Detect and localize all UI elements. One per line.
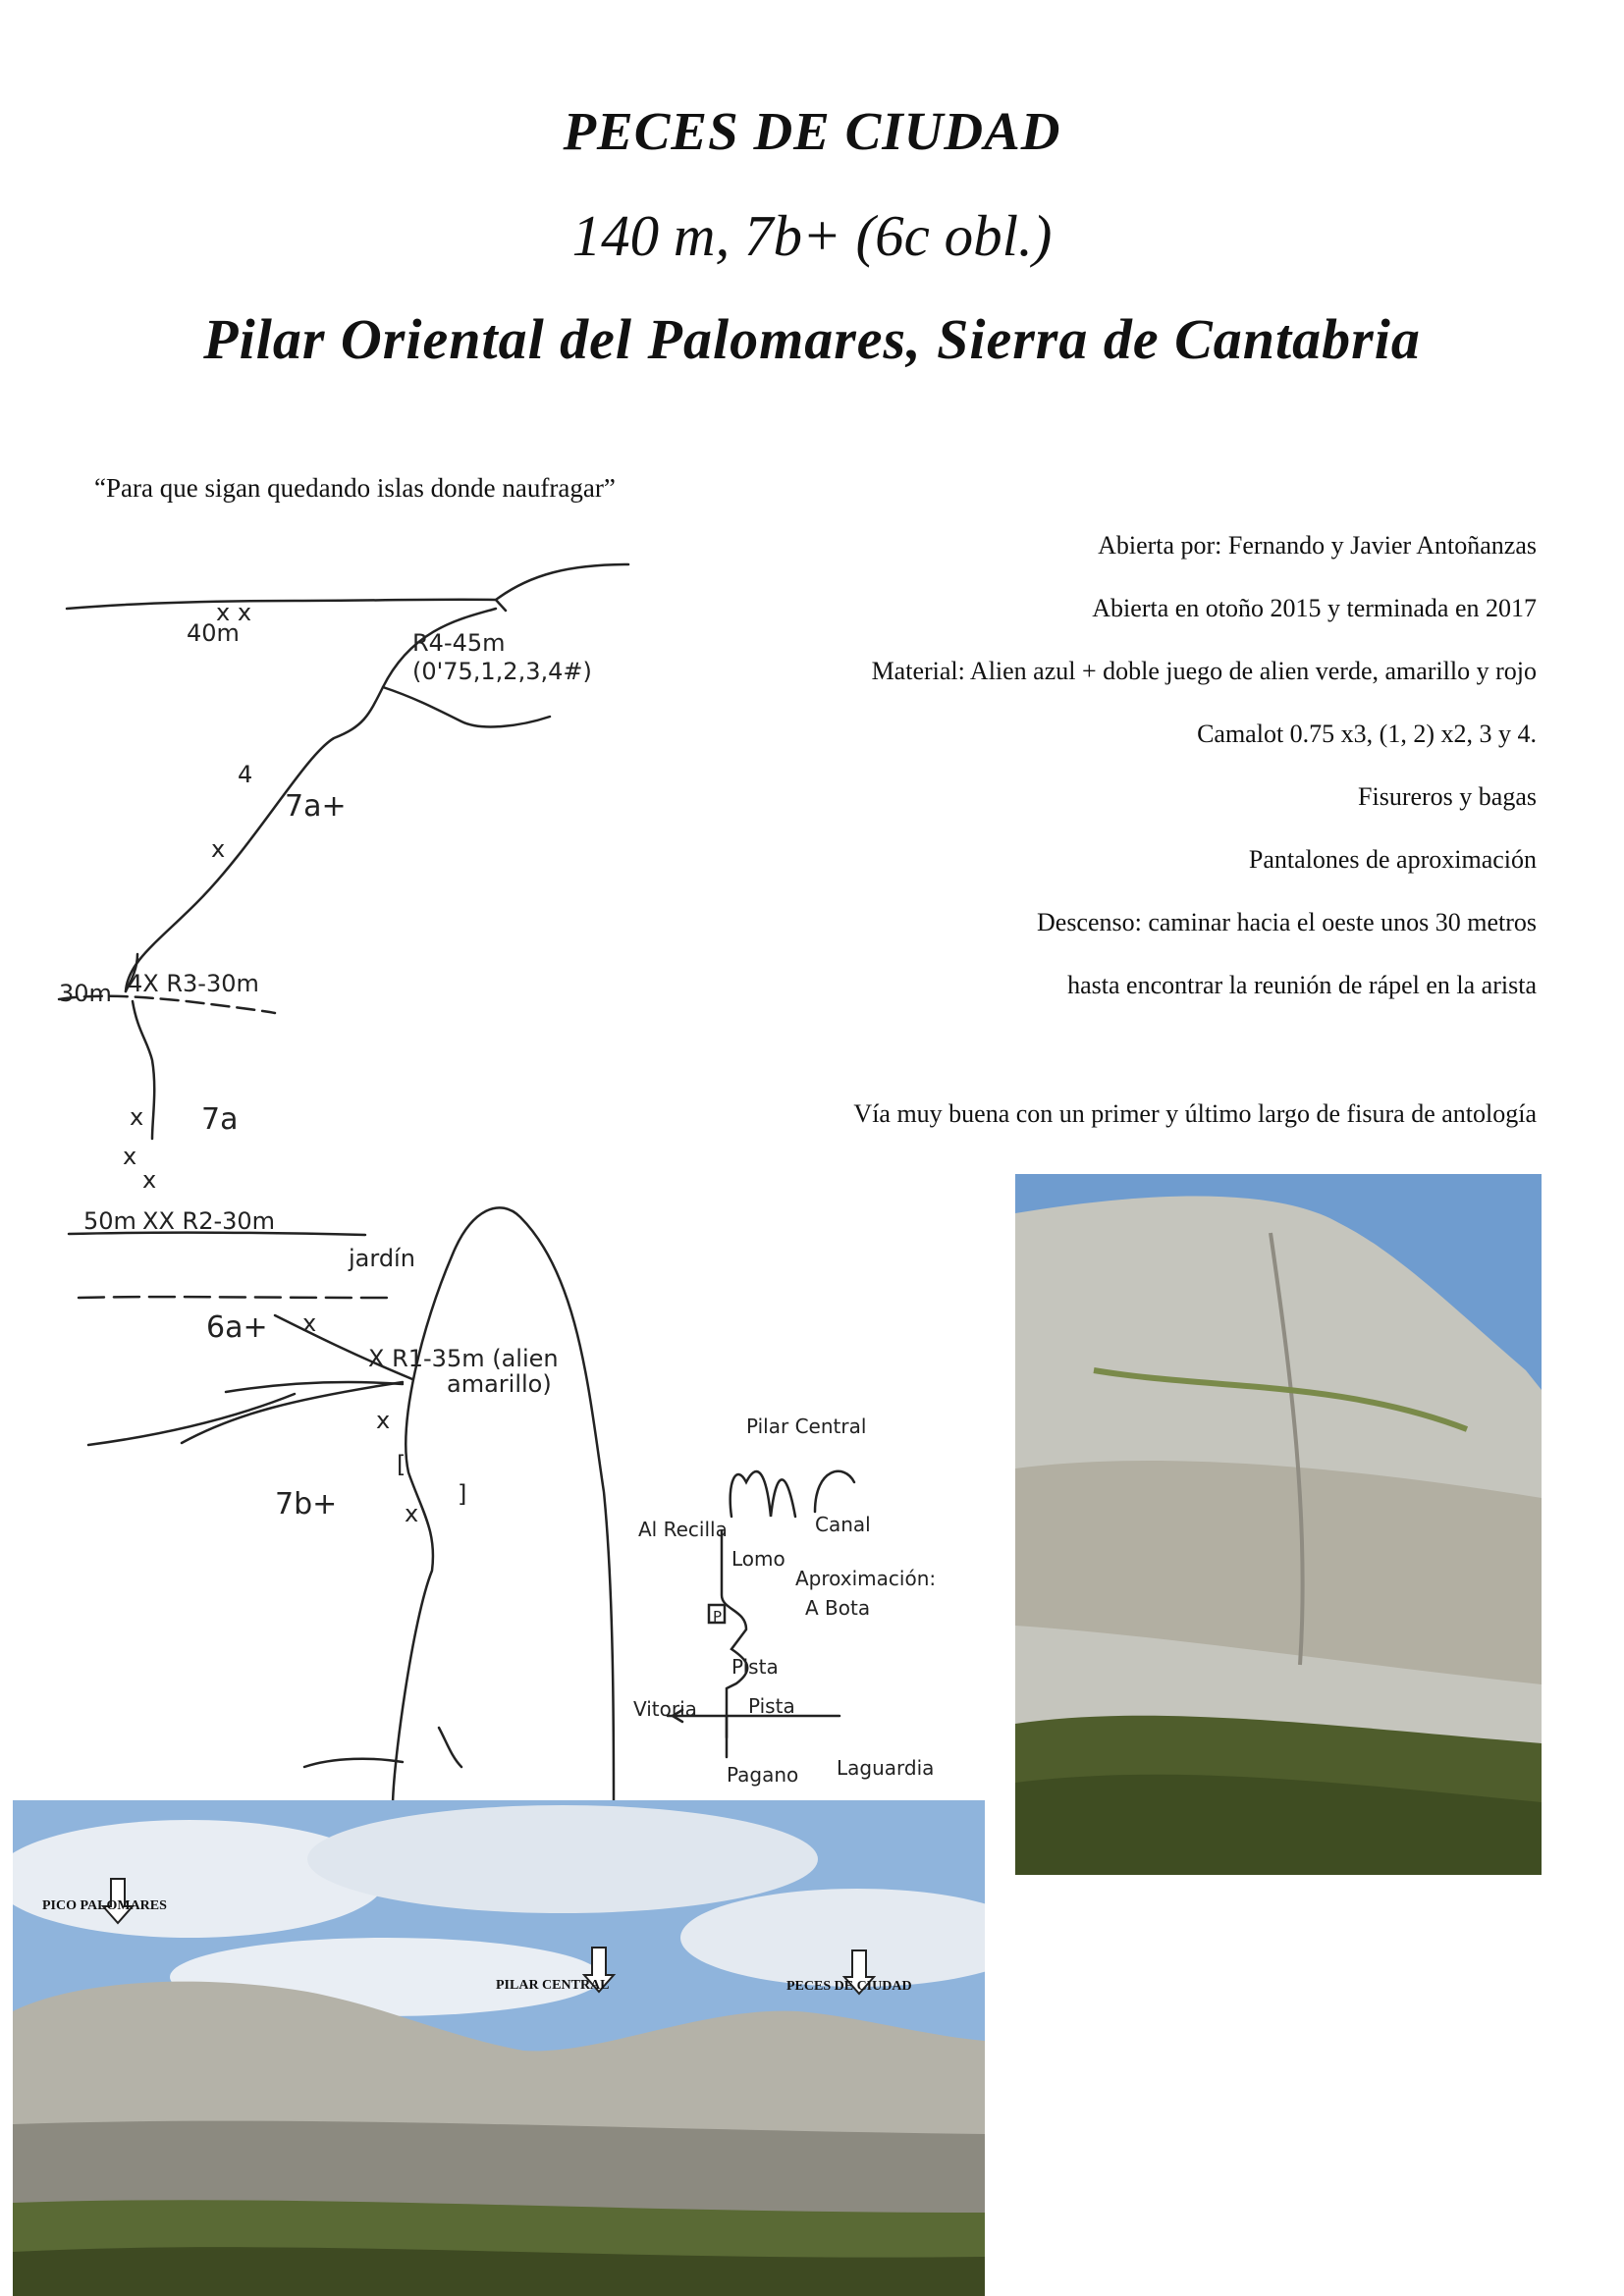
- svg-text:x: x: [405, 1500, 419, 1527]
- label-pilar-central: PILAR CENTRAL: [496, 1978, 610, 1993]
- topo-r1: X R1-35m (alien: [368, 1345, 559, 1372]
- svg-text:4: 4: [238, 761, 253, 788]
- label-pico-palomares: PICO PALOMARES: [42, 1898, 167, 1913]
- route-title: PECES DE CIUDAD: [563, 101, 1061, 161]
- svg-text:x: x: [130, 1103, 144, 1131]
- topo-r3: 4X R3-30m: [128, 970, 259, 997]
- svg-text:x: x: [302, 1309, 317, 1337]
- map-laguardia: Laguardia: [837, 1756, 935, 1780]
- map-canal: Canal: [815, 1513, 871, 1536]
- map-pista-2: Pista: [748, 1694, 795, 1718]
- svg-text:[: [: [397, 1451, 406, 1478]
- topo-jardin: jardín: [349, 1245, 415, 1272]
- topo-pitch-4: 7a+: [285, 789, 347, 824]
- topo-r4-gear: (0'75,1,2,3,4#): [412, 658, 592, 685]
- info-line: Camalot 0.75 x3, (1, 2) x2, 3 y 4.: [1197, 720, 1537, 748]
- svg-text:x: x: [376, 1407, 391, 1434]
- map-vitoria: Vitoria: [633, 1697, 697, 1721]
- info-line: Material: Alien azul + doble juego de alien verde, amarillo y rojo: [871, 657, 1537, 685]
- map-pilar-central: Pilar Central: [746, 1415, 867, 1438]
- svg-text:]: ]: [458, 1480, 467, 1508]
- info-line: Pantalones de aproximación: [1248, 845, 1537, 874]
- route-comment: Vía muy buena con un primer y último largo de fisura de antología: [853, 1099, 1537, 1128]
- map-aproximacion: Aproximación:: [795, 1567, 937, 1590]
- svg-text:x x: x x: [216, 599, 252, 626]
- info-line: Fisureros y bagas: [1358, 782, 1537, 811]
- topo-pitch-2: 6a+: [206, 1310, 268, 1345]
- map-pagano: Pagano: [727, 1763, 799, 1787]
- route-grade: 140 m, 7b+ (6c obl.): [571, 203, 1053, 268]
- dedication-quote: “Para que sigan quedando islas donde naufragar”: [94, 473, 616, 503]
- info-line: Abierta por: Fernando y Javier Antoñanzas: [1098, 531, 1537, 560]
- info-line: hasta encontrar la reunión de rápel en la arista: [1067, 971, 1537, 999]
- topo-50m: 50m: [83, 1207, 136, 1235]
- svg-text:x: x: [211, 835, 226, 863]
- svg-text:x: x: [142, 1166, 157, 1194]
- info-line: Abierta en otoño 2015 y terminada en 2017: [1092, 594, 1537, 622]
- topo-pitch-1: 7b+: [275, 1487, 338, 1522]
- wall-photo: [1015, 1174, 1542, 1875]
- panorama-photo: [13, 1800, 985, 2296]
- topo-30m: 30m: [59, 980, 112, 1007]
- topo-pitch-3: 7a: [201, 1102, 239, 1137]
- map-lomo: Lomo: [731, 1547, 785, 1571]
- map-a-bota: A Bota: [805, 1596, 871, 1620]
- map-al-recilla: Al Recilla: [638, 1518, 728, 1541]
- label-peces-de-ciudad: PECES DE CIUDAD: [786, 1979, 912, 1994]
- ledge-line: [383, 687, 550, 726]
- info-line: Descenso: caminar hacia el oeste unos 30 metros: [1037, 908, 1537, 936]
- topo-40m: 40m: [187, 619, 240, 647]
- topo-r1-b: amarillo): [447, 1370, 552, 1398]
- map-pista-1: Pista: [731, 1655, 779, 1679]
- topo-r2: XX R2-30m: [142, 1207, 276, 1235]
- pillar-outline: [393, 1207, 614, 1806]
- topo-r4: R4-45m: [412, 629, 506, 657]
- route-location: Pilar Oriental del Palomares, Sierra de Cantabria: [203, 307, 1421, 371]
- top-ledge-line: [67, 600, 506, 611]
- svg-text:x: x: [123, 1143, 137, 1170]
- map-parking: P: [713, 1608, 723, 1626]
- summit-outline: [496, 564, 628, 600]
